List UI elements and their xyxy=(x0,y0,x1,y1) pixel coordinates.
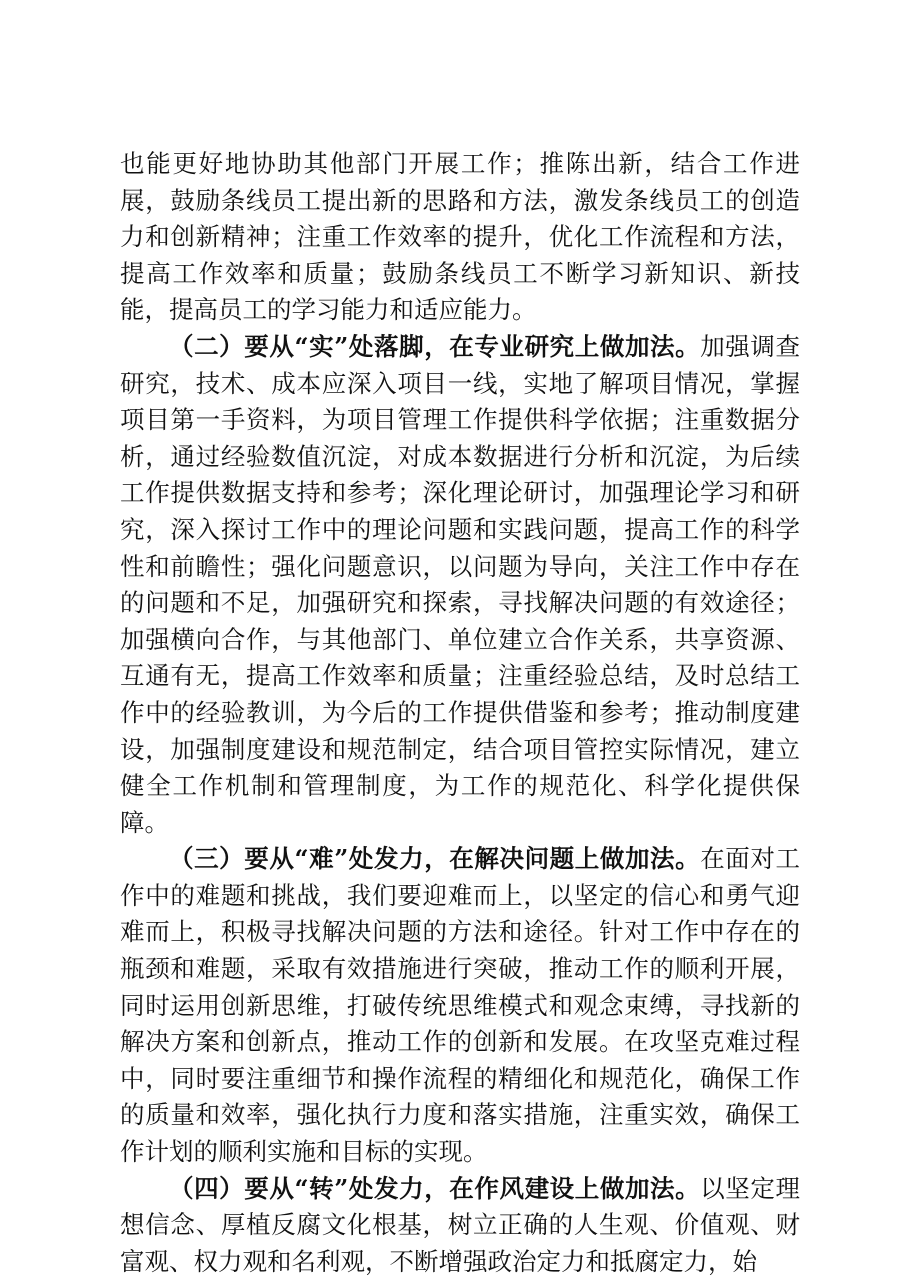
paragraph-text: 以坚定理想信念、厚植反腐文化根基，树立正确的人生观、价值观、财富观、权力观和名利观，不断增强政治定力和抵腐定力，始 xyxy=(120,1173,800,1276)
paragraph-text: 加强调查研究，技术、成本应深入项目一线，实地了解项目情况，掌握项目第一手资料，为项目管理工作提供科学依据；注重数据分析，通过经验数值沉淀，对成本数据进行分析和沉淀，为后续工作提供数据支持和参考；深化理论研讨，加强理论学习和研究，深入探讨工作中的理论问题和实践问题，提高工作的科学性和前瞻性；强化问题意识，以问题为导向，关注工作中存在的问题和不足，加强研究和探索，寻找解决问题的有效途径；加强横向合作，与其他部门、单位建立合作关系，共享资源、互通有无，提高工作效率和质量；注重经验总结，及时总结工作中的经验教训，为今后的工作提供借鉴和参考；推动制度建设，加强制度建设和规范制定，结合项目管控实际情况，建立健全工作机制和管理制度，为工作的规范化、科学化提供保障。 xyxy=(120,331,800,837)
paragraph-section-2 xyxy=(120,329,800,841)
paragraph-text: 也能更好地协助其他部门开展工作；推陈出新，结合工作进展，鼓励条线员工提出新的思路和方法，激发条线员工的创造力和创新精神；注重工作效率的提升，优化工作流程和方法，提高工作效率和质量；鼓励条线员工不断学习新知识、新技能，提高员工的学习能力和适应能力。 xyxy=(120,149,800,325)
paragraph-section-3 xyxy=(120,841,800,1170)
section-heading: （二）要从“实”处落脚，在专业研究上做加法。 xyxy=(169,331,701,361)
document-body xyxy=(120,146,800,1280)
paragraph-text: 在面对工作中的难题和挑战，我们要迎难而上，以坚定的信心和勇气迎难而上，积极寻找解决问题的方法和途径。针对工作中存在的瓶颈和难题，采取有效措施进行突破，推动工作的顺利开展，同时运用创新思维，打破传统思维模式和观念束缚，寻找新的解决方案和创新点，推动工作的创新和发展。在攻坚克难过程中，同时要注重细节和操作流程的精细化和规范化，确保工作的质量和效率，强化执行力度和落实措施，注重实效，确保工作计划的顺利实施和目标的实现。 xyxy=(120,844,800,1167)
paragraph-continued xyxy=(120,146,800,329)
paragraph-section-4 xyxy=(120,1171,800,1281)
section-heading: （三）要从“难”处发力，在解决问题上做加法。 xyxy=(169,844,701,874)
section-heading: （四）要从“转”处发力，在作风建设上做加法。 xyxy=(169,1173,701,1203)
